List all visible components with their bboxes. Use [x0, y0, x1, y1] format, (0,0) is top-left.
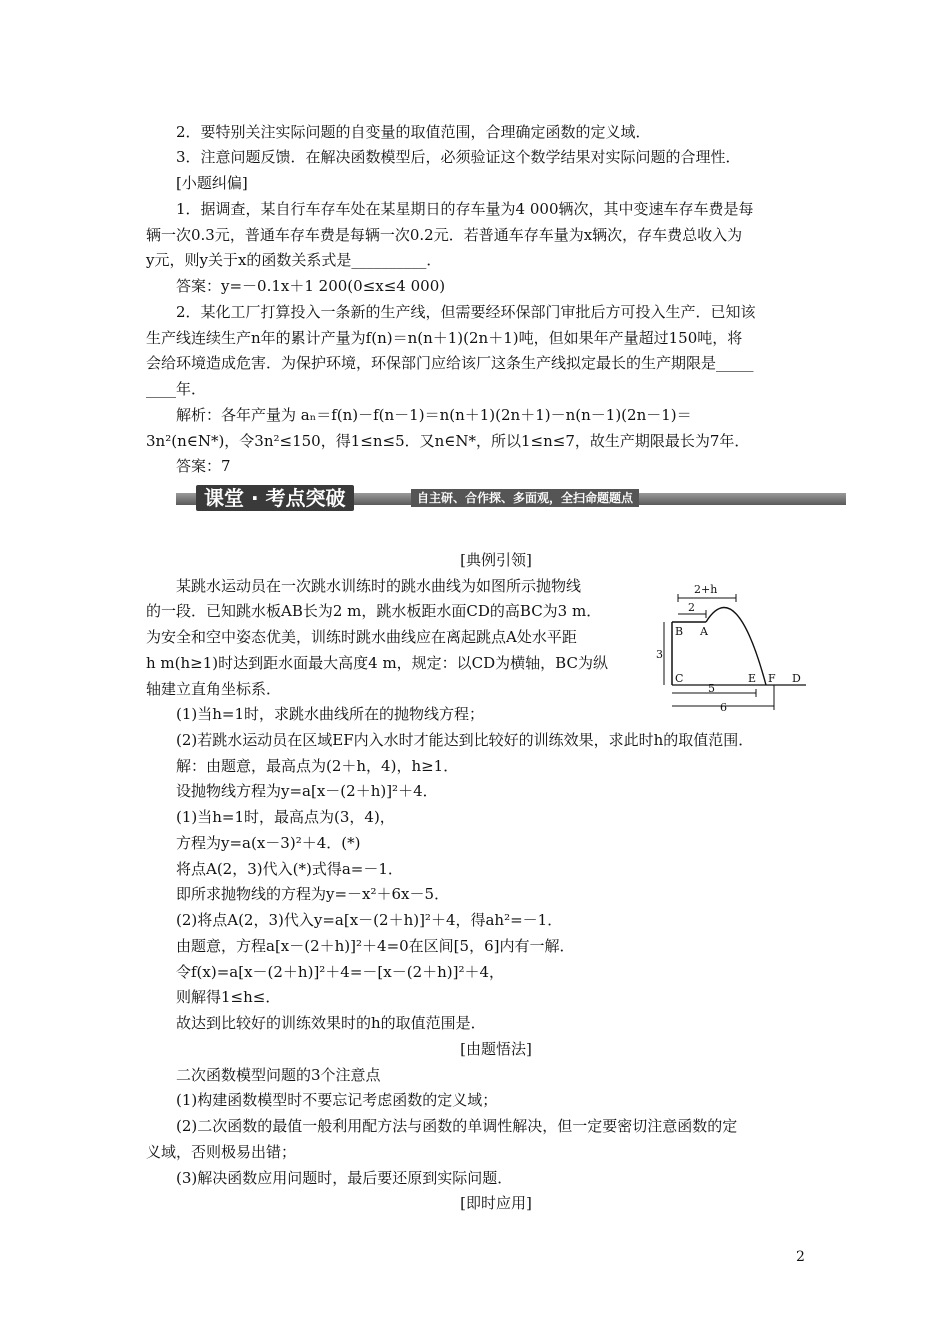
answer-line: 答案：7 — [176, 457, 231, 475]
text-line: 1．据调查，某自行车存车处在某星期日的存车量为4 000辆次，其中变速车存车费是每 — [176, 200, 754, 218]
section-banner — [176, 485, 846, 511]
text-line: 2．某化工厂打算投入一条新的生产线，但需要经环保部门审批后方可投入生产．已知该 — [176, 303, 756, 321]
banner-subtitle: 自主研、合作探、多面观，全扫命题题点 — [411, 489, 639, 507]
text-line: 二次函数模型问题的3个注意点 — [176, 1066, 381, 1084]
point-c-label: C — [675, 672, 684, 685]
text-line: 设抛物线方程为y=a[x－(2＋h)]²＋4． — [176, 782, 438, 800]
point-b-label: B — [675, 625, 684, 638]
banner-title: 课堂 · 考点突破 — [196, 485, 354, 511]
text-line: 故达到比较好的训练效果时的h的取值范围是． — [176, 1014, 486, 1032]
point-d-label: D — [792, 672, 801, 685]
text-line: 会给环境造成危害．为保护环境，环保部门应给该厂这条生产线拟定最长的生产期限是_____ — [146, 354, 754, 372]
text-line: y元，则y关于x的函数关系式是__________． — [146, 251, 442, 269]
text-line: 轴建立直角坐标系． — [146, 680, 282, 698]
text-line: 3n²(n∈N*)，令3n²≤150，得1≤n≤5．又n∈N*，所以1≤n≤7，故生产期限最长为7年． — [146, 432, 750, 450]
text-line: 即所求抛物线的方程为y=－x²＋6x－5． — [176, 885, 450, 903]
text-line: 辆一次0.3元，普通车存车费是每辆一次0.2元．若普通车存车量为x辆次，存车费总收入为 — [146, 226, 743, 244]
section-label: [典例引领] — [460, 551, 532, 569]
text-line: 为安全和空中姿态优美，训练时跳水曲线应在离起跳点A处水平距 — [146, 628, 577, 646]
text-line: 将点A(2，3)代入(*)式得a=－1． — [176, 860, 403, 878]
text-line: ____年． — [146, 380, 207, 398]
section-label: [小题纠偏] — [176, 174, 248, 192]
text-line: 则解得1≤h≤． — [176, 988, 281, 1006]
text-line: 解析：各年产量为 aₙ＝f(n)－f(n－1)＝n(n＋1)(2n＋1)－n(n－1)(2n－1)＝ — [176, 406, 692, 424]
label-2-plus-h: 2+h — [694, 583, 718, 596]
text-line: 方程为y=a(x－3)²＋4．(*) — [176, 834, 361, 852]
page-number: 2 — [796, 1249, 805, 1265]
point-e-label: E — [748, 672, 757, 685]
section-label: [由题悟法] — [460, 1040, 532, 1058]
text-line: 2．要特别关注实际问题的自变量的取值范围，合理确定函数的定义域． — [176, 123, 651, 141]
text-line: 3．注意问题反馈．在解决函数模型后，必须验证这个数学结果对实际问题的合理性． — [176, 148, 741, 166]
text-line: 某跳水运动员在一次跳水训练时的跳水曲线为如图所示抛物线 — [176, 577, 582, 595]
text-line: (2)二次函数的最值一般利用配方法与函数的单调性解决，但一定要密切注意函数的定 — [176, 1117, 738, 1135]
label-ce-length: 5 — [708, 682, 715, 695]
label-height: 3 — [656, 648, 663, 661]
text-line: 生产线连续生产n年的累计产量为f(n)＝n(n＋1)(2n＋1)吨，但如果年产量超过150吨，将 — [146, 329, 743, 347]
text-line: (2)将点A(2，3)代入y=a[x－(2＋h)]²＋4，得ah²=－1． — [176, 911, 563, 929]
text-line: 由题意，方程a[x－(2＋h)]²＋4=0在区间[5，6]内有一解． — [176, 937, 575, 955]
answer-line: 答案：y=－0.1x＋1 200(0≤x≤4 000) — [176, 277, 446, 295]
text-line: (1)构建函数模型时不要忘记考虑函数的定义域； — [176, 1091, 498, 1109]
text-line: (1)当h=1时，最高点为(3，4)， — [176, 808, 395, 826]
text-line: 的一段．已知跳水板AB长为2 m，跳水板距水面CD的高BC为3 m． — [146, 602, 602, 620]
label-cf-length: 6 — [720, 701, 727, 712]
label-ab-length: 2 — [688, 601, 695, 614]
diving-diagram — [656, 580, 852, 712]
text-line: (1)当h=1时，求跳水曲线所在的抛物线方程； — [176, 705, 485, 723]
parabola-curve — [706, 608, 766, 685]
text-line: 解：由题意，最高点为(2＋h，4)，h≥1． — [176, 757, 459, 775]
text-line: 义域，否则极易出错； — [146, 1143, 297, 1161]
text-line: (3)解决函数应用问题时，最后要还原到实际问题． — [176, 1169, 513, 1187]
section-label: [即时应用] — [460, 1194, 532, 1212]
text-line: 令f(x)=a[x－(2＋h)]²＋4=－[x－(2＋h)]²＋4， — [176, 963, 505, 981]
text-line: (2)若跳水运动员在区域EF内入水时才能达到比较好的训练效果，求此时h的取值范围． — [176, 731, 754, 749]
point-a-label: A — [700, 625, 708, 638]
point-f-label: F — [768, 672, 776, 685]
text-line: h m(h≥1)时达到距水面最大高度4 m，规定：以CD为横轴，BC为纵 — [146, 654, 608, 672]
